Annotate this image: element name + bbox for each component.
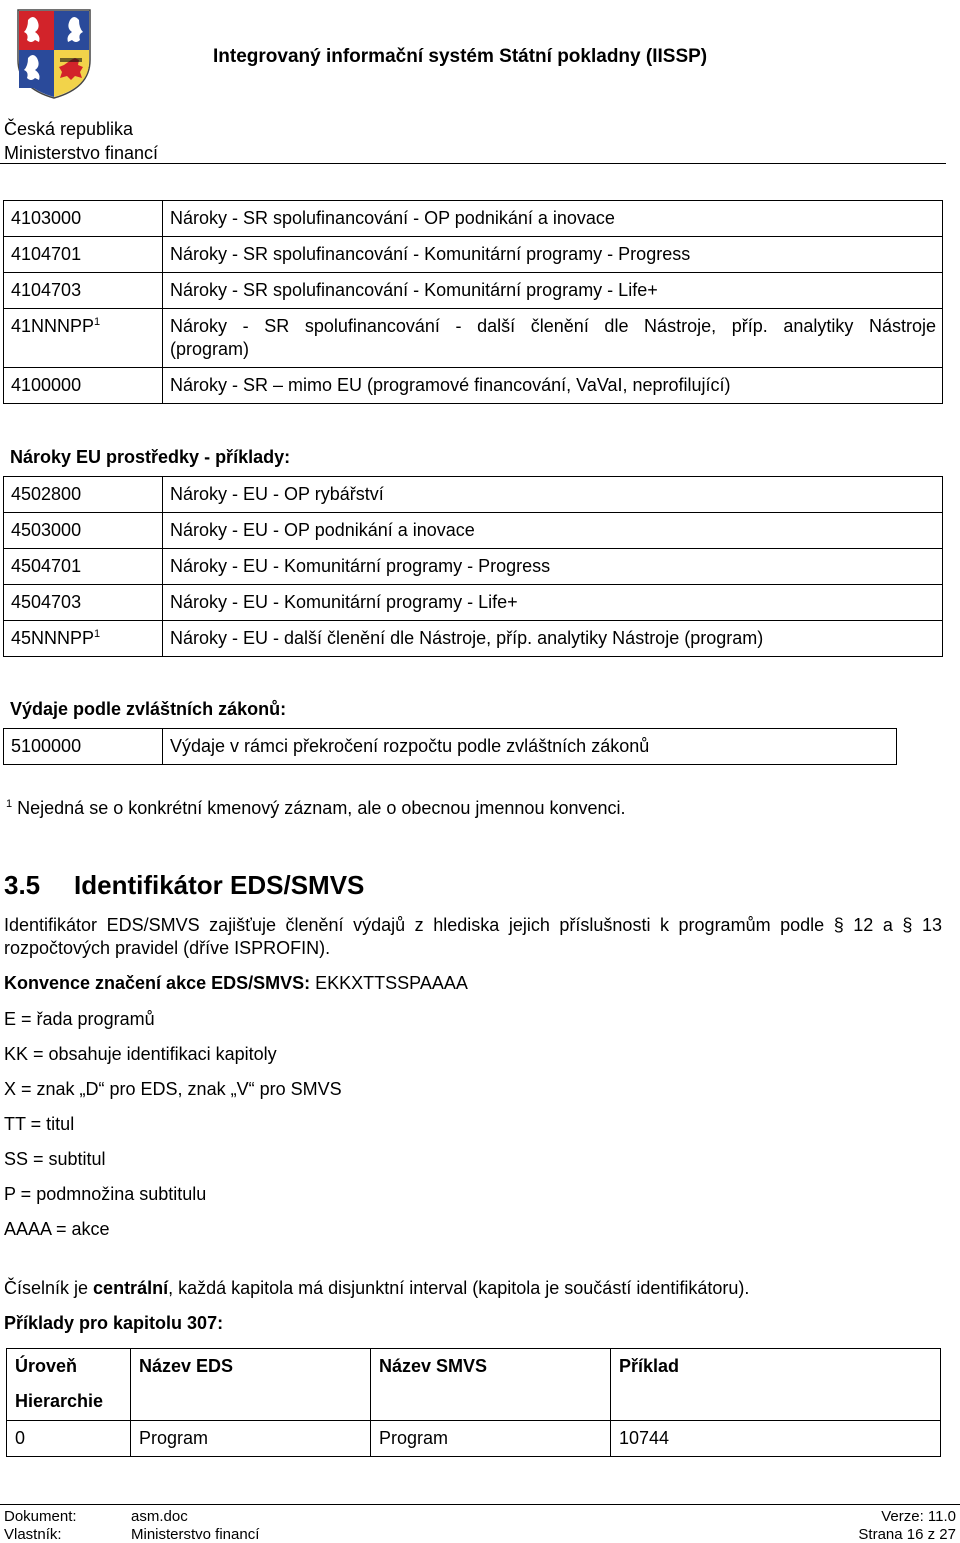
- table-row: [4, 513, 943, 549]
- footnote: [6, 798, 626, 819]
- code-cell: [4, 621, 163, 657]
- header-cell-example: Příklad: [611, 1349, 941, 1421]
- legend-item: E = řada programů: [4, 1009, 155, 1029]
- table-header-row: [7, 1349, 941, 1421]
- description-cell: Nároky - SR spolufinancování - OP podnikání a inovace: [163, 201, 943, 237]
- footer-divider: [0, 1504, 960, 1505]
- code-cell: [4, 309, 163, 368]
- legend-item: KK = obsahuje identifikaci kapitoly: [4, 1044, 277, 1064]
- description-cell: Nároky - EU - Komunitární programy - Life+: [163, 585, 943, 621]
- convention-line: [4, 973, 468, 994]
- footer-owner-label: Vlastník:: [4, 1526, 62, 1543]
- table-row: [4, 309, 943, 368]
- organization-block: [4, 117, 158, 165]
- header-level-line2: Hierarchie: [15, 1391, 104, 1411]
- central-note: [4, 1278, 749, 1299]
- code-cell: 4104703: [4, 273, 163, 309]
- description-cell: Nároky - SR spolufinancování - Komunitární programy - Progress: [163, 237, 943, 273]
- header-cell-level: [7, 1349, 131, 1421]
- header-level-line1: Úroveň: [15, 1356, 78, 1376]
- examples-label: Příklady pro kapitolu 307:: [4, 1313, 224, 1333]
- footnote-ref: 1: [94, 316, 101, 328]
- table-row: [4, 368, 943, 404]
- convention-value: EKKXTTSSPAAAA: [310, 973, 468, 993]
- code-cell: 4503000: [4, 513, 163, 549]
- smvs-name-cell: Program: [371, 1421, 611, 1457]
- table-row: [4, 273, 943, 309]
- central-bold: centrální: [93, 1278, 169, 1298]
- header-cell-eds: Název EDS: [131, 1349, 371, 1421]
- legend-item: TT = titul: [4, 1114, 75, 1134]
- legend-item: SS = subtitul: [4, 1149, 106, 1169]
- footnote-text: Nejedná se o konkrétní kmenový záznam, ale o obecnou jmennou konvenci.: [17, 798, 626, 818]
- section-title: Identifikátor EDS/SMVS: [74, 870, 365, 900]
- eu-claims-table: [3, 476, 943, 657]
- table-row: [4, 549, 943, 585]
- central-suffix: , každá kapitola má disjunktní interval (kapitola je součástí identifikátoru).: [168, 1278, 750, 1298]
- footer-page-number: Strana 16 z 27: [858, 1526, 956, 1543]
- footnote-number: 1: [6, 798, 13, 810]
- czech-coat-of-arms-icon: [16, 8, 92, 100]
- description-cell: Nároky - EU - Komunitární programy - Progress: [163, 549, 943, 585]
- legend-item: X = znak „D“ pro EDS, znak „V“ pro SMVS: [4, 1079, 342, 1099]
- sr-claims-table: [3, 200, 943, 404]
- footer-owner-value: Ministerstvo financí: [131, 1526, 260, 1543]
- code-cell: 5100000: [4, 729, 163, 765]
- level-cell: 0: [7, 1421, 131, 1457]
- section-paragraph: Identifikátor EDS/SMVS zajišťuje členění výdajů z hlediska jejich příslušnosti k programům podle § 12 a § 13 rozpočtových pravidel (dříve ISPROFIN).: [4, 915, 942, 958]
- header-cell-smvs: Název SMVS: [371, 1349, 611, 1421]
- ministry-name: Ministerstvo financí: [4, 143, 159, 163]
- code-cell: 4504701: [4, 549, 163, 585]
- description-cell: Nároky - SR – mimo EU (programové financování, VaVaI, neprofilující): [163, 368, 943, 404]
- table-row: [4, 237, 943, 273]
- description-cell: Nároky - EU - další členění dle Nástroje, příp. analytiky Nástroje (program): [163, 621, 943, 657]
- country-name: Česká republika: [4, 119, 134, 139]
- document-system-title: Integrovaný informační systém Státní pokladny (IISSP): [213, 46, 708, 67]
- legend-item: P = podmnožina subtitulu: [4, 1184, 207, 1204]
- code-text: 41NNNPP: [11, 316, 95, 336]
- table-row: [4, 729, 897, 765]
- code-cell: 4504703: [4, 585, 163, 621]
- description-cell: [163, 309, 943, 368]
- table-row: [4, 585, 943, 621]
- legend-item: AAAA = akce: [4, 1219, 110, 1239]
- section-number: 3.5: [4, 870, 41, 900]
- eds-name-cell: Program: [131, 1421, 371, 1457]
- footnote-ref: 1: [94, 628, 101, 640]
- footer-doc-label: Dokument:: [4, 1508, 77, 1525]
- table-row: [7, 1421, 941, 1457]
- example-cell: 10744: [611, 1421, 941, 1457]
- description-cell: Nároky - EU - OP rybářství: [163, 477, 943, 513]
- description-line-1: Nároky - SR spolufinancování - další členění dle Nástroje, příp. analytiky Nástroje: [170, 316, 936, 336]
- special-laws-table: [3, 728, 897, 765]
- examples-table: [6, 1348, 941, 1457]
- code-cell: 4502800: [4, 477, 163, 513]
- description-line-2: (program): [170, 339, 250, 359]
- code-text: 45NNNPP: [11, 628, 95, 648]
- table-row: [4, 201, 943, 237]
- laws-section-label: Výdaje podle zvláštních zákonů:: [10, 699, 287, 719]
- description-cell: Nároky - EU - OP podnikání a inovace: [163, 513, 943, 549]
- eu-section-label: Nároky EU prostředky - příklady:: [10, 447, 291, 467]
- table-row: [4, 477, 943, 513]
- footer-doc-value: asm.doc: [131, 1508, 188, 1525]
- footer-version: Verze: 11.0: [881, 1508, 956, 1525]
- code-cell: 4100000: [4, 368, 163, 404]
- header-divider: [0, 163, 946, 164]
- central-prefix: Číselník je: [4, 1278, 94, 1298]
- description-cell: Výdaje v rámci překročení rozpočtu podle zvláštních zákonů: [163, 729, 897, 765]
- code-cell: 4104701: [4, 237, 163, 273]
- description-cell: Nároky - SR spolufinancování - Komunitární programy - Life+: [163, 273, 943, 309]
- convention-label: Konvence značení akce EDS/SMVS:: [4, 973, 311, 993]
- section-heading: [4, 870, 364, 901]
- table-row: [4, 621, 943, 657]
- code-cell: 4103000: [4, 201, 163, 237]
